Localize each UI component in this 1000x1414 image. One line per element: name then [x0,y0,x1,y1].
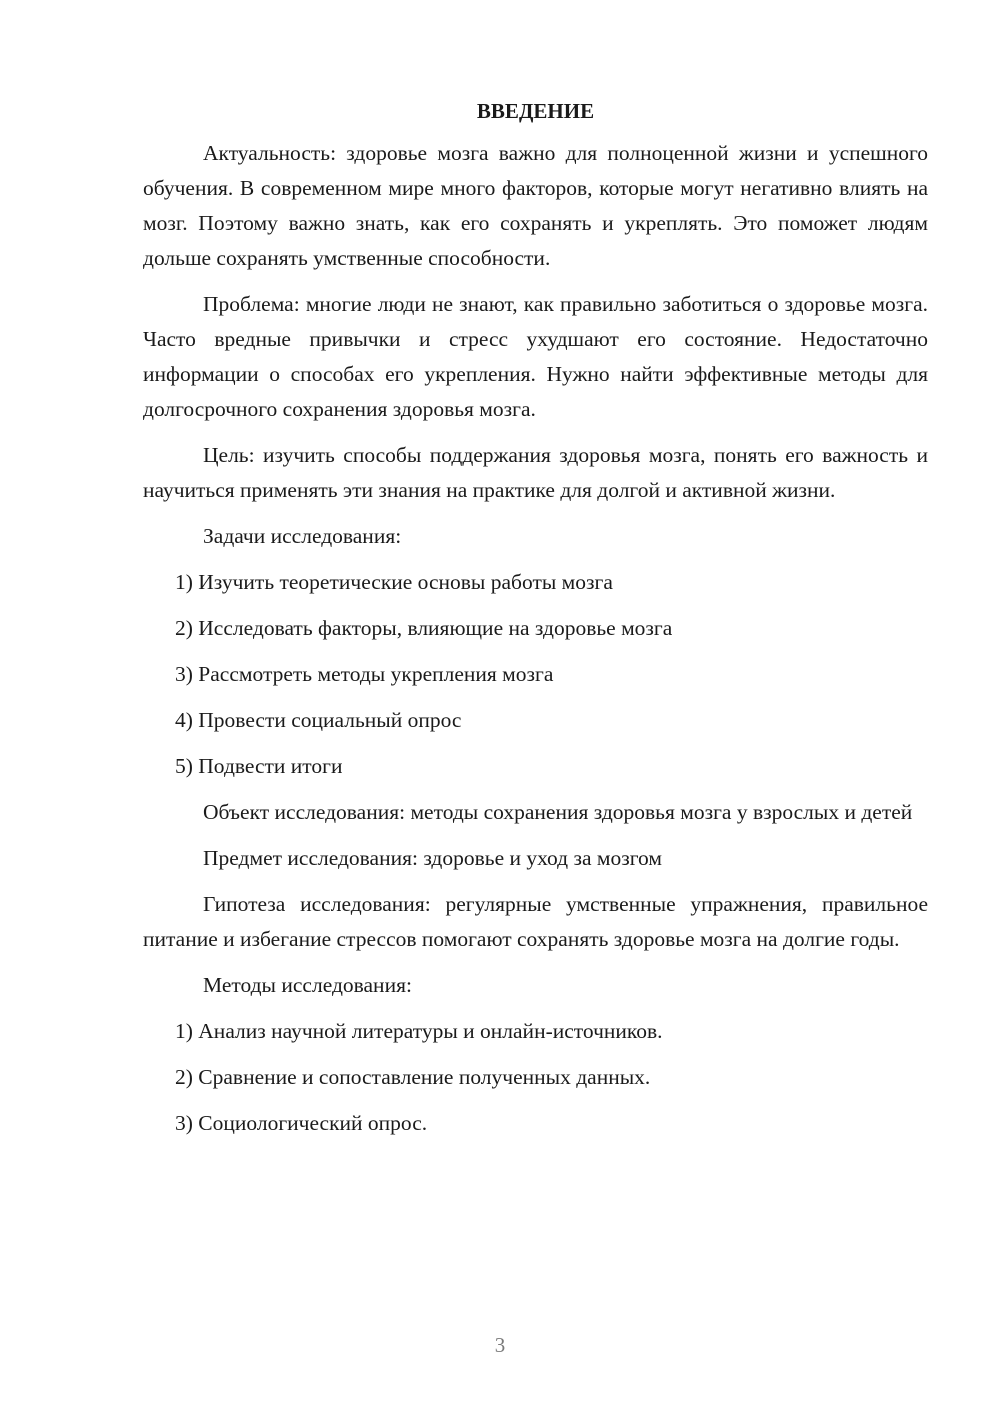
page-number: 3 [494,1333,506,1357]
tasks-list [143,565,928,784]
relevance-paragraph: Актуальность: здоровье мозга важно для полноценной жизни и успешного обучения. В современном мире много факторов, которые могут негативно влиять на мозг. Поэтому важно знать, как его сохранять и укреплять. Это поможет людям дольше сохранять умственные способности. [143,141,928,270]
object-paragraph: Объект исследования: методы сохранения здоровья мозга у взрослых и детей [203,800,913,824]
method-item: 2) Сравнение и сопоставление полученных данных. [175,1065,651,1089]
task-item: 2) Исследовать факторы, влияющие на здоровье мозга [175,616,673,640]
task-item: 5) Подвести итоги [175,754,343,778]
section-heading: ВВЕДЕНИЕ [476,99,595,123]
subject-paragraph: Предмет исследования: здоровье и уход за мозгом [203,846,662,870]
task-item: 4) Провести социальный опрос [175,708,462,732]
page-content [143,96,928,1152]
hypothesis-paragraph: Гипотеза исследования: регулярные умственные упражнения, правильное питание и избегание стрессов помогают сохранять здоровье мозга на долгие годы. [143,892,928,951]
method-item: 3) Социологический опрос. [175,1111,428,1135]
task-item: 3) Рассмотреть методы укрепления мозга [175,662,554,686]
task-item: 1) Изучить теоретические основы работы мозга [175,570,613,594]
problem-paragraph: Проблема: многие люди не знают, как правильно заботиться о здоровье мозга. Часто вредные привычки и стресс ухудшают его состояние. Недостаточно информации о способах его укрепления. Нужно найти эффективные методы для долгосрочного сохранения здоровья мозга. [143,292,928,421]
tasks-label: Задачи исследования: [203,524,402,548]
method-item: 1) Анализ научной литературы и онлайн-источников. [175,1019,663,1043]
methods-label: Методы исследования: [203,973,412,997]
goal-paragraph: Цель: изучить способы поддержания здоровья мозга, понять его важность и научиться применять эти знания на практике для долгой и активной жизни. [143,443,928,502]
methods-list [143,1014,928,1141]
